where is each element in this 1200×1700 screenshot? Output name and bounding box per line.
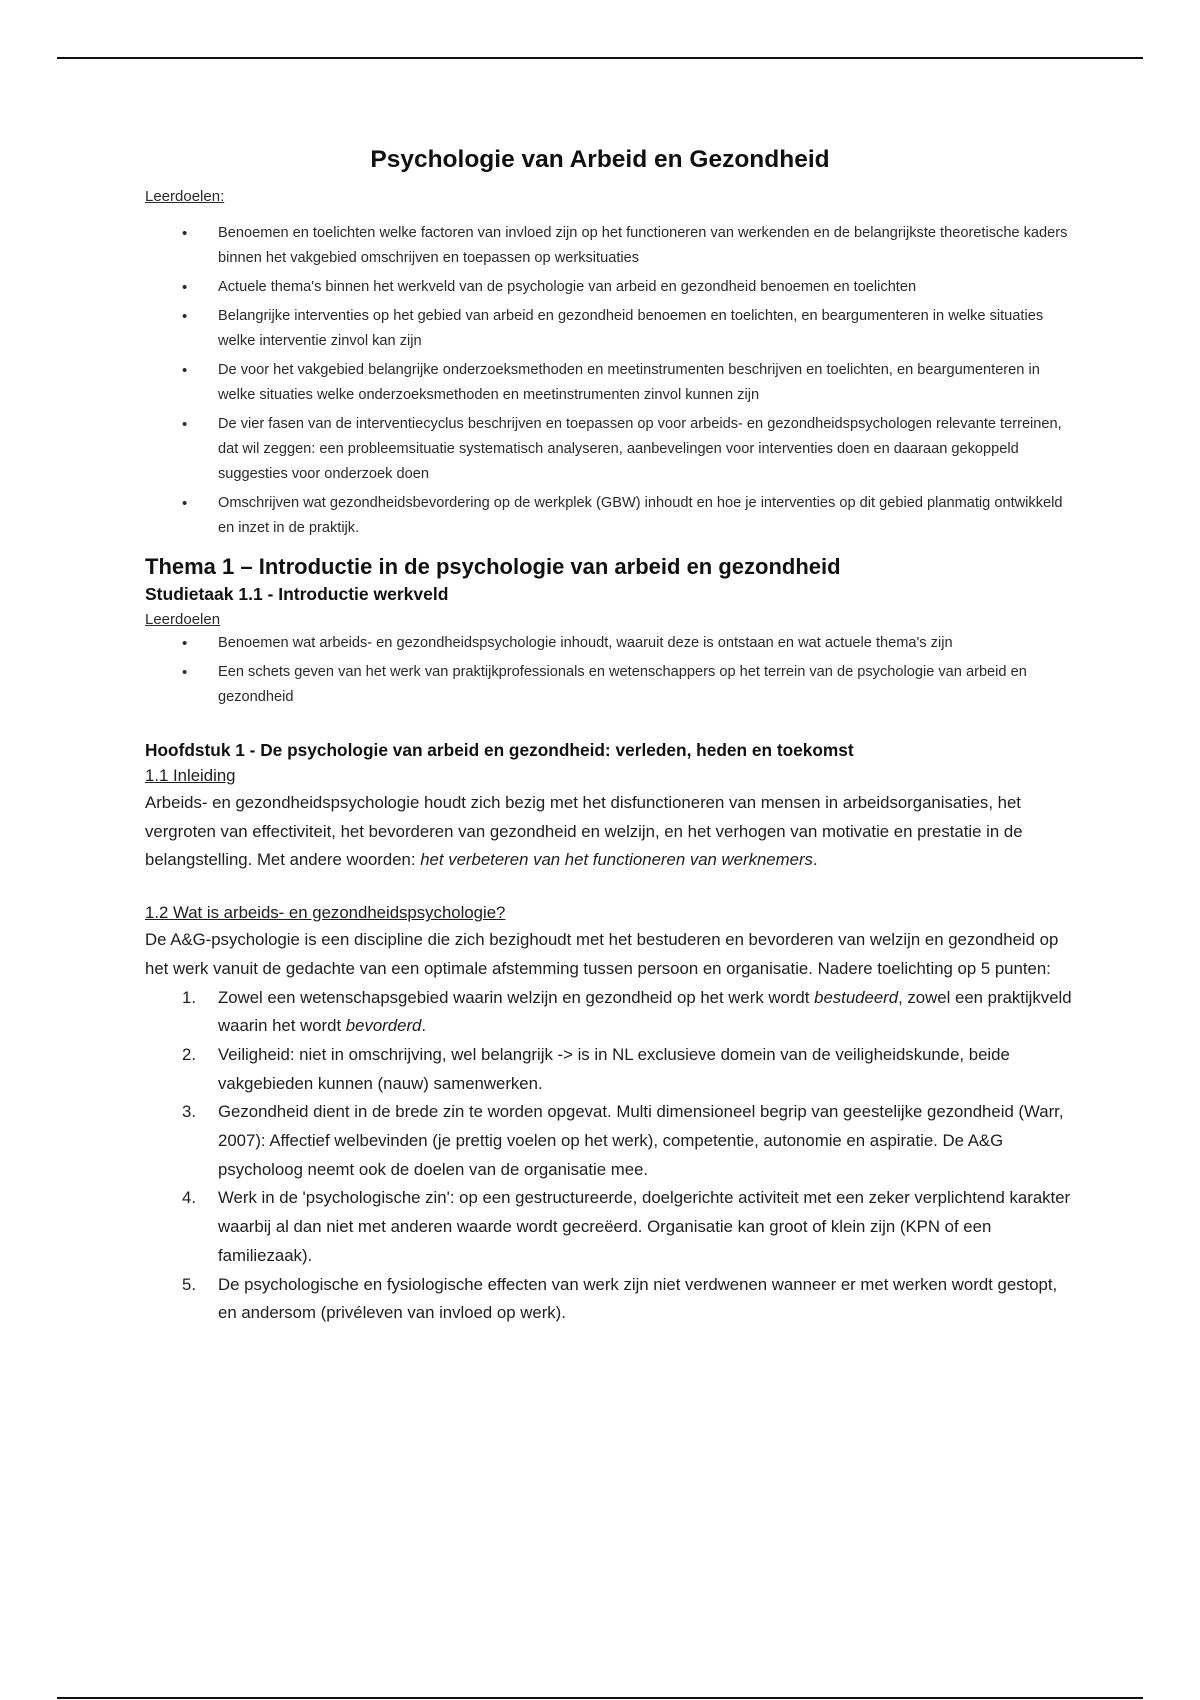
paragraph-emphasis: het verbeteren van het functioneren van werknemers xyxy=(420,850,813,870)
item-number: 1. xyxy=(182,987,196,1007)
item-text: . xyxy=(421,1016,427,1036)
list-item: • Actuele thema's binnen het werkveld van de psychologie van arbeid en gezondheid benoemen en toelichten xyxy=(145,275,1075,300)
item-text: Werk in de 'psychologische zin': op een gestructureerde, doelgerichte activiteit met een zeker verplichtend karakter waarbij al dan niet met anderen waarde wordt gecreëerd. Organisatie kan groot of klein zijn (KPN of een familiezaak). xyxy=(218,1188,1071,1265)
list-item: • De vier fasen van de interventiecyclus beschrijven en toepassen op voor arbeids- en gezondheidspsychologen relevante terreinen, dat wil zeggen: een probleemsituatie systematisch analyseren, aanbevelingen voor interventies doen en daaraan gekoppeld suggesties voor onderzoek doen xyxy=(145,412,1075,487)
item-text: Veiligheid: niet in omschrijving, wel belangrijk -> is in NL exclusieve domein van de veiligheidskunde, beide vakgebieden kunnen (nauw) samenwerken. xyxy=(218,1044,1010,1093)
intro-learning-goals-list xyxy=(145,221,1075,541)
item-emphasis: bestudeerd xyxy=(814,987,899,1007)
document-title: Psychologie van Arbeid en Gezondheid xyxy=(370,146,830,173)
item-text: De psychologische en fysiologische effecten van werk zijn niet verdwenen wanneer er met werken wordt gestopt, en andersom (privéleven van invloed op werk). xyxy=(218,1274,1058,1323)
item-emphasis: bevorderd xyxy=(345,1016,422,1036)
list-item: • De voor het vakgebied belangrijke onderzoeksmethoden en meetinstrumenten beschrijven en toelichten, en beargumenteren in welke situaties welke onderzoeksmethoden en meetinstrumenten zinvol kunnen zijn xyxy=(145,358,1075,408)
section-1-1-title: 1.1 Inleiding xyxy=(145,766,236,785)
item-text: Gezondheid dient in de brede zin te worden opgevat. Multi dimensioneel begrip van geestelijke gezondheid (Warr, 2007): Affectief welbevinden (je prettig voelen op het werk), competentie, autonomie en aspiratie. De A&G psycholoog neemt ook de doelen van de organisatie mee. xyxy=(218,1102,1064,1179)
list-item: • Benoemen en toelichten welke factoren van invloed zijn op het functioneren van werkenden en de belangrijkste theoretische kaders binnen het vakgebied omschrijven en toepassen op werksituaties xyxy=(145,221,1075,271)
intro-learning-goals-label: Leerdoelen: xyxy=(145,188,225,205)
bottom-rule xyxy=(57,1697,1143,1699)
item-number: 4. xyxy=(182,1188,196,1208)
document-body xyxy=(145,146,1075,1328)
paragraph-text: Arbeids- en gezondheidspsychologie houdt zich bezig met het disfunctioneren van mensen in arbeidsorganisaties, het vergroten van effectiviteit, het bevorderen van gezondheid en welzijn, en het verhogen van motivatie en prestatie in de belangstelling. Met andere woorden: xyxy=(145,793,1023,870)
thema-1-heading: Thema 1 – Introductie in de psychologie van arbeid en gezondheid xyxy=(145,554,841,579)
thema-learning-goals-label: Leerdoelen xyxy=(145,611,221,628)
item-text: , zowel een praktijkveld waarin het wordt xyxy=(218,987,1072,1036)
list-item xyxy=(145,1098,1075,1184)
section-1-2-paragraph: De A&G-psychologie is een discipline die zich bezighoudt met het bestuderen en bevorderen van welzijn en gezondheid op het werk vanuit de gedachte van een optimale afstemming tussen persoon en organisatie. Nadere toelichting op 5 punten: xyxy=(145,930,1059,978)
section-1-2-title: 1.2 Wat is arbeids- en gezondheidspsychologie? xyxy=(145,903,506,923)
list-item xyxy=(145,1184,1075,1270)
five-points-list xyxy=(145,984,1075,1328)
list-item: • Benoemen wat arbeids- en gezondheidspsychologie inhoudt, waaruit deze is ontstaan en wat actuele thema's zijn xyxy=(145,631,1075,656)
list-item xyxy=(145,1271,1075,1328)
item-number: 3. xyxy=(182,1102,196,1122)
list-item: • Belangrijke interventies op het gebied van arbeid en gezondheid benoemen en toelichten, en beargumenteren in welke situaties welke interventie zinvol kan zijn xyxy=(145,304,1075,354)
section-1-1-paragraph xyxy=(145,789,1075,875)
list-item: • Een schets geven van het werk van praktijkprofessionals en wetenschappers op het terrein van de psychologie van arbeid en gezondheid xyxy=(145,660,1075,710)
item-text: Zowel een wetenschapsgebied waarin welzijn en gezondheid op het werk wordt xyxy=(218,987,815,1007)
paragraph-end: . xyxy=(812,850,818,870)
thema-learning-goals-list xyxy=(145,631,1075,710)
list-item xyxy=(145,984,1075,1041)
list-item xyxy=(145,1041,1075,1098)
top-rule xyxy=(57,57,1143,59)
studietaak-heading: Studietaak 1.1 - Introductie werkveld xyxy=(145,584,449,604)
chapter-1-heading: Hoofdstuk 1 - De psychologie van arbeid en gezondheid: verleden, heden en toekomst xyxy=(145,740,854,760)
list-item: • Omschrijven wat gezondheidsbevordering op de werkplek (GBW) inhoudt en hoe je interventies op dit gebied planmatig ontwikkeld en inzet in de praktijk. xyxy=(145,491,1075,541)
item-number: 5. xyxy=(182,1274,196,1294)
item-number: 2. xyxy=(182,1044,196,1064)
